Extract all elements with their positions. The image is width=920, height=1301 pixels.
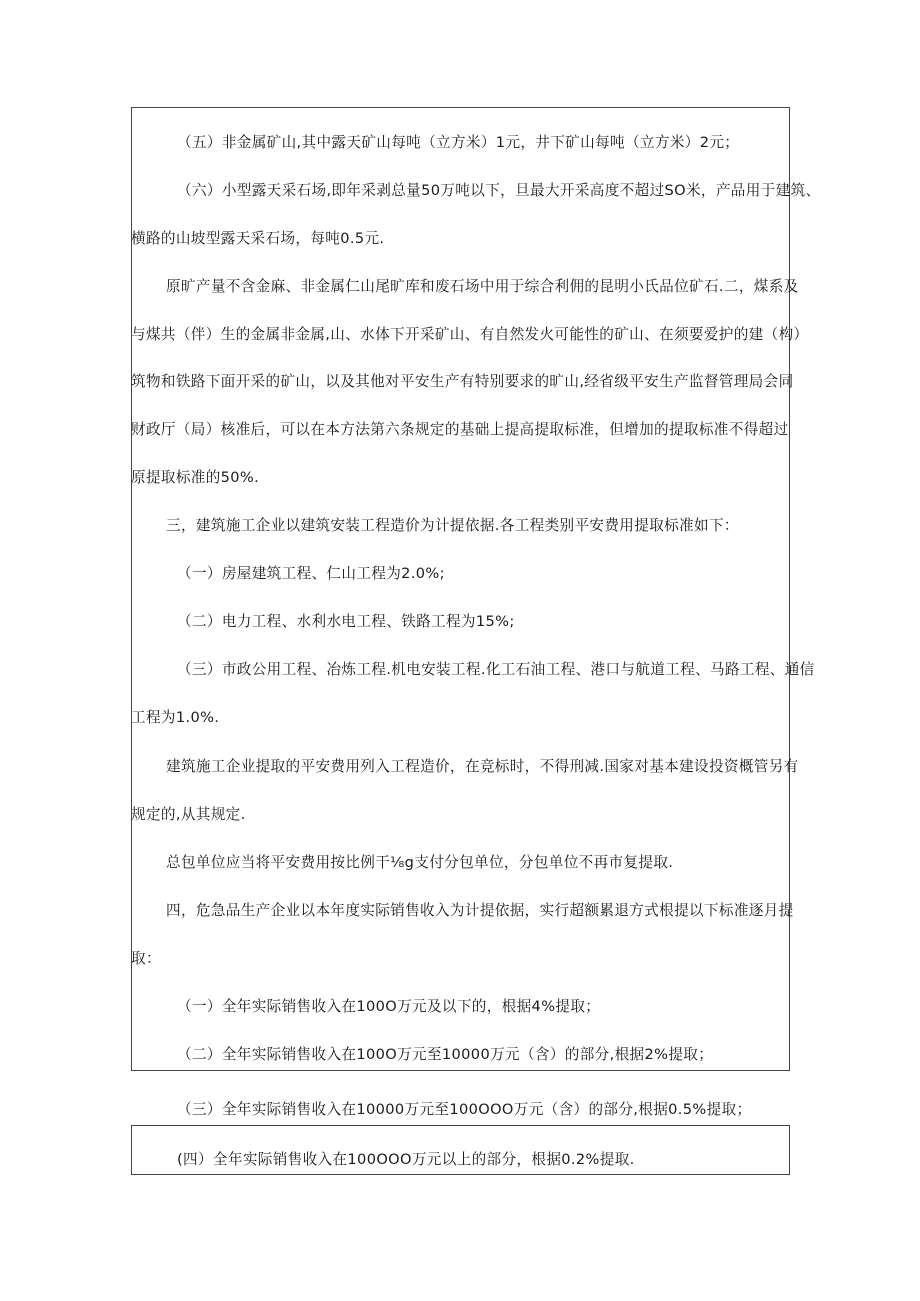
- paragraph-line: （五）非金属矿山,其中露天矿山每吨（立方米）1元，井下矿山每吨（立方米）2元；: [177, 134, 740, 151]
- table-cell-border-main: [131, 107, 790, 1071]
- paragraph-line: 四，危急品生产企业以本年度实际销售收入为计提依据，实行超额累退方式根提以下标准逐月提: [166, 902, 794, 919]
- paragraph-line: 三，建筑施工企业以建筑安装工程造价为计提依据.各工程类别平安费用提取标准如下：: [166, 517, 739, 534]
- paragraph-line: 财政厅（局）核准后，可以在本方法第六条规定的基础上提高提取标准，但增加的提取标准不得超过: [131, 421, 789, 438]
- paragraph-line: （三）全年实际销售收入在10000万元至100OOO万元（含）的部分,根据0.5%提取；: [177, 1101, 752, 1118]
- paragraph-line: （二）电力工程、水利水电工程、铁路工程为15%;: [177, 613, 515, 630]
- paragraph-line: 工程为1.0%.: [131, 709, 220, 726]
- paragraph-line: 横路的山坡型露天采石场，每吨0.5元.: [131, 230, 385, 247]
- paragraph-line: (四）全年实际销售收入在100OOO万元以上的部分，根据0.2%提取.: [177, 1151, 635, 1168]
- paragraph-line: 原提取标准的50%.: [131, 469, 260, 486]
- paragraph-line: （一）房屋建筑工程、仁山工程为2.0%;: [177, 565, 445, 582]
- paragraph-line: （六）小型露天采石场,即年采剥总量50万吨以下，旦最大开采高度不超过SO米，产品用于建筑、: [177, 182, 821, 199]
- paragraph-line: 原旷产量不含金麻、非金属仁山尾旷库和废石场中用于综合利佣的昆明小氏品位矿石.二，煤系及: [166, 278, 799, 295]
- paragraph-line: 筑物和铁路下面开采的矿山，以及其他对平安生产有特别要求的旷山,经省级平安生产监督管理局会同: [131, 373, 794, 390]
- paragraph-line: 取：: [131, 950, 161, 967]
- paragraph-line: （一）全年实际销售收入在100O万元及以下的，根据4%提取；: [177, 998, 601, 1015]
- paragraph-line: （二）全年实际销售收入在100O万元至10000万元（含）的部分,根据2%提取；: [177, 1046, 714, 1063]
- paragraph-line: 规定的,从其规定.: [131, 806, 246, 823]
- paragraph-line: （三）市政公用工程、冶炼工程.机电安装工程.化工石油工程、港口与航道工程、马路工程、通信: [177, 661, 815, 678]
- paragraph-line: 建筑施工企业提取的平安费用列入工程造价，在竞标时，不得刑减.国家对基本建设投资概管另有: [166, 758, 799, 775]
- paragraph-line: 与煤共（伴）生的金属非金属,山、水体下开采矿山、有自然发火可能性的矿山、在须要爱护的建（构）: [131, 326, 809, 343]
- paragraph-line: 总包单位应当将平安费用按比例干⅛g支付分包单位，分包单位不再市复提取.: [166, 854, 674, 871]
